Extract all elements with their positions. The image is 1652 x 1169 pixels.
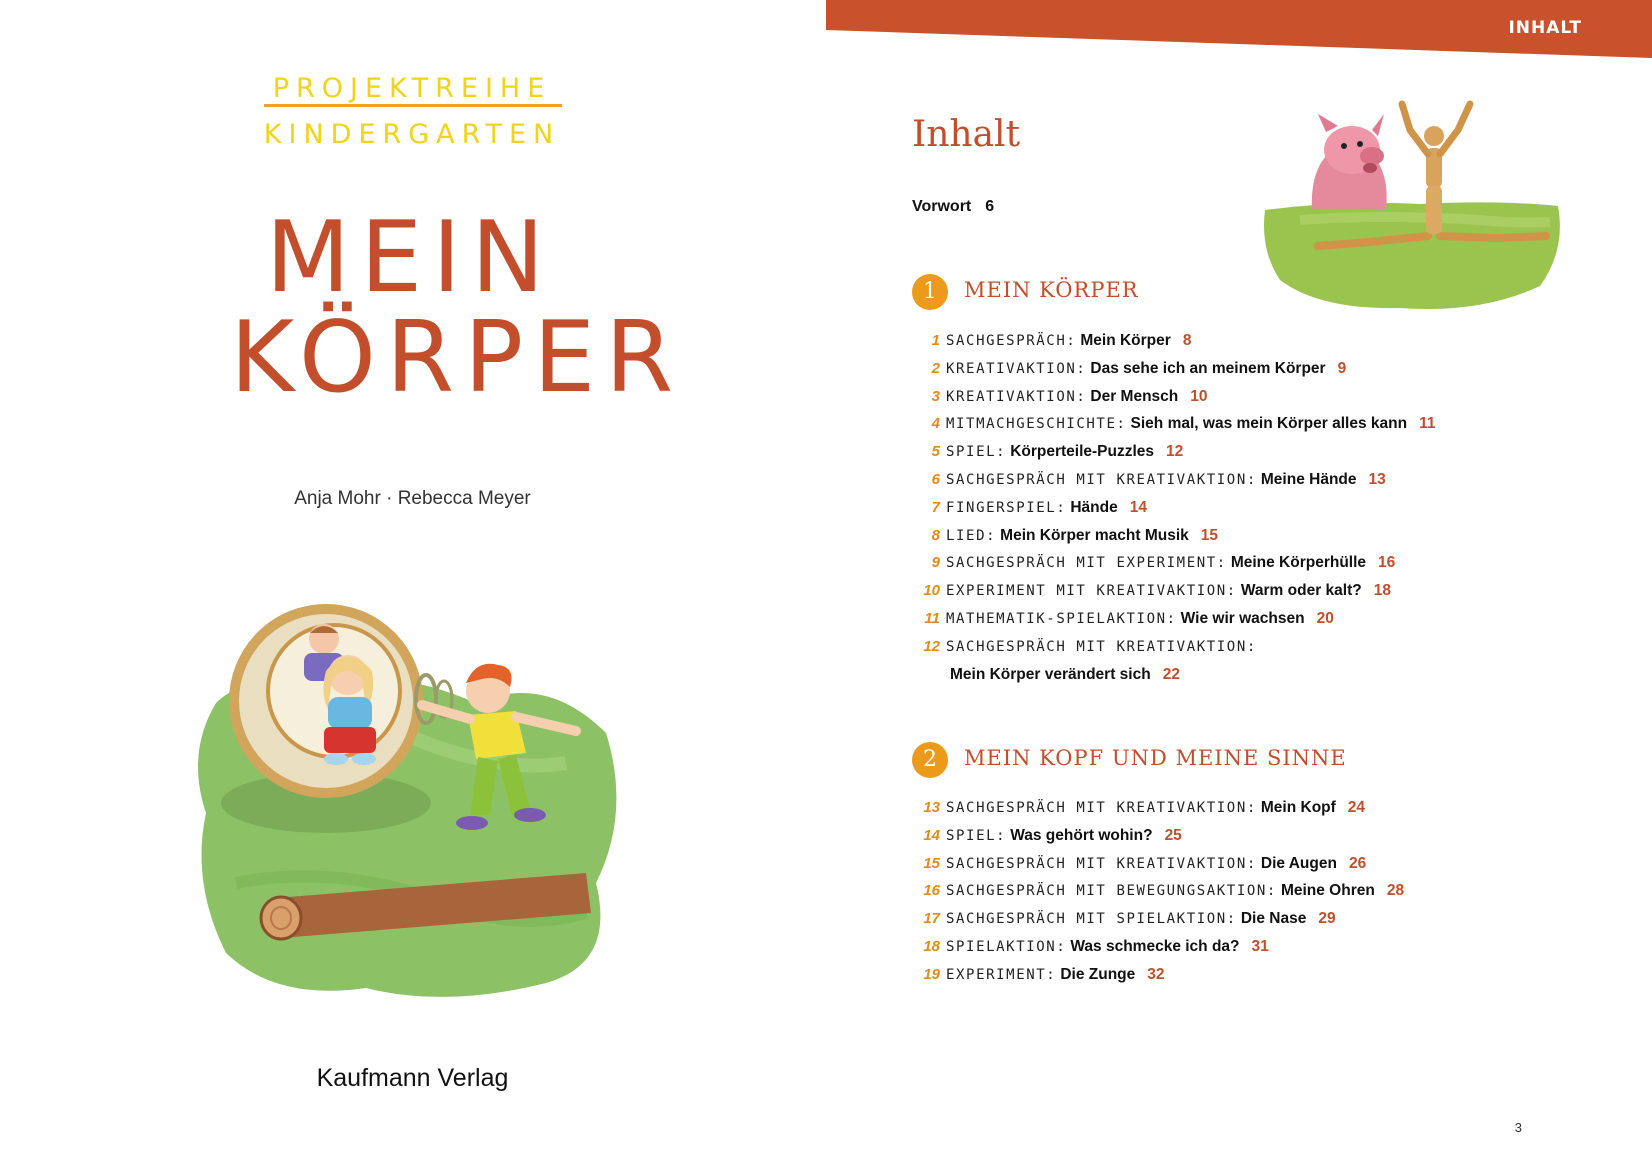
entry-page: 13 — [1368, 470, 1386, 488]
entry-kind: SPIEL: — [946, 444, 1007, 461]
entry-number: 11 — [924, 609, 940, 627]
entry-page: 24 — [1347, 799, 1366, 816]
pig-and-wooden-mannequin-illustration — [1260, 100, 1570, 340]
toc-entry[interactable] — [912, 876, 1612, 904]
toc-entry[interactable] — [912, 960, 1612, 988]
entry-title: Was schmecke ich da? — [1070, 937, 1240, 955]
entry-title: Mein Körper — [1080, 332, 1171, 349]
entry-kind: KREATIVAKTION: — [946, 360, 1087, 377]
foreword-label: Vorwort — [912, 198, 972, 215]
entry-kind: KREATIVAKTION: — [946, 388, 1087, 405]
toc-entry[interactable] — [912, 493, 1612, 521]
authors: Anja Mohr · Rebecca Meyer — [294, 488, 531, 509]
foreword-entry[interactable] — [912, 198, 994, 216]
cover-title-line-2: KÖRPER — [230, 301, 684, 415]
toc-entry[interactable] — [912, 354, 1612, 382]
entry-title: Mein Körper verändert sich — [950, 665, 1151, 683]
entry-page: 26 — [1348, 854, 1367, 872]
entry-number: 5 — [931, 443, 940, 461]
entry-page: 10 — [1190, 387, 1208, 405]
entry-title: Meine Körperhülle — [1230, 554, 1367, 572]
toc-entry[interactable] — [912, 326, 1612, 354]
entry-number: 4 — [931, 415, 940, 433]
entry-title: Die Zunge — [1060, 965, 1136, 983]
section-2-title: MEIN KOPF UND MEINE SINNE — [964, 746, 1347, 770]
entry-kind: SACHGESPRÄCH: — [946, 333, 1077, 349]
entry-page: 32 — [1147, 965, 1165, 983]
entry-page: 11 — [1419, 415, 1436, 433]
entry-page: 28 — [1386, 882, 1405, 900]
entry-page: 31 — [1251, 937, 1269, 955]
entry-title: Die Nase — [1240, 910, 1307, 928]
entry-title: Körperteile-Puzzles — [1010, 443, 1155, 461]
entry-number: 15 — [923, 854, 940, 872]
section-1-number-badge: 1 — [912, 274, 948, 310]
entry-kind: SPIEL: — [946, 827, 1007, 844]
toc-entry[interactable] — [912, 521, 1612, 549]
entry-page: 9 — [1337, 359, 1347, 377]
entry-number: 12 — [923, 637, 940, 655]
toc-entry[interactable] — [912, 576, 1612, 604]
entry-page: 14 — [1129, 498, 1147, 516]
entry-number: 9 — [931, 554, 940, 572]
entry-page: 20 — [1316, 609, 1334, 627]
toc-entry[interactable] — [912, 632, 1612, 660]
publisher: Kaufmann Verlag — [316, 1064, 509, 1092]
section-2-number-badge: 2 — [912, 742, 948, 778]
series-line-1: PROJEKTREIHE — [272, 73, 552, 104]
children-playing-tube-illustration — [186, 583, 636, 1013]
section-2-entries — [912, 793, 1612, 988]
toc-entry[interactable] — [912, 382, 1612, 410]
entry-number: 7 — [931, 498, 940, 516]
entry-number: 17 — [923, 910, 940, 928]
entry-page: 29 — [1318, 910, 1336, 928]
entry-kind: MATHEMATIK-SPIELAKTION: — [946, 610, 1177, 627]
entry-kind: EXPERIMENT: — [946, 966, 1057, 983]
toc-entry-continuation[interactable] — [912, 660, 1612, 688]
entry-title: Meine Ohren — [1280, 882, 1375, 900]
entry-number: 10 — [923, 582, 940, 600]
toc-entry[interactable] — [912, 932, 1612, 960]
toc-entry[interactable] — [912, 604, 1612, 632]
entry-kind: FINGERSPIEL: — [946, 499, 1067, 516]
entry-number: 19 — [923, 965, 940, 983]
entry-title: Warm oder kalt? — [1240, 582, 1362, 600]
foreword-page: 6 — [985, 198, 995, 215]
entry-kind: SACHGESPRÄCH MIT KREATIVAKTION: — [946, 855, 1257, 872]
section-1-entries — [912, 326, 1612, 687]
entry-title: Mein Körper macht Musik — [1000, 526, 1189, 544]
toc-entry[interactable] — [912, 465, 1612, 493]
entry-number: 14 — [923, 826, 940, 844]
entry-title: Das sehe ich an meinem Körper — [1090, 359, 1326, 377]
entry-page: 12 — [1166, 443, 1184, 461]
toc-heading: Inhalt — [912, 114, 1021, 155]
toc-entry[interactable] — [912, 409, 1612, 437]
entry-kind: LIED: — [946, 527, 997, 544]
series-rule — [264, 104, 562, 107]
entry-kind: MITMACHGESCHICHTE: — [946, 416, 1127, 433]
entry-number: 6 — [931, 470, 940, 488]
entry-kind: EXPERIMENT MIT KREATIVAKTION: — [946, 583, 1237, 600]
entry-number: 13 — [923, 799, 940, 816]
entry-page: 18 — [1373, 582, 1391, 600]
entry-kind: SACHGESPRÄCH MIT EXPERIMENT: — [946, 555, 1227, 572]
toc-entry[interactable] — [912, 793, 1612, 821]
cover-title-line-1: MEIN — [265, 201, 555, 315]
entry-kind: SACHGESPRÄCH MIT KREATIVAKTION: — [946, 800, 1257, 816]
entry-title: Wie wir wachsen — [1180, 609, 1305, 627]
entry-number: 18 — [923, 937, 940, 955]
entry-number: 2 — [931, 359, 940, 377]
entry-page: 22 — [1162, 665, 1180, 683]
page-number: 3 — [1514, 1120, 1522, 1135]
entry-page: 25 — [1164, 826, 1182, 844]
entry-title: Mein Kopf — [1260, 799, 1336, 816]
toc-entry[interactable] — [912, 437, 1612, 465]
toc-entry[interactable] — [912, 548, 1612, 576]
entry-title: Was gehört wohin? — [1010, 826, 1153, 844]
entry-number: 3 — [931, 387, 940, 405]
contents-page — [826, 0, 1652, 1169]
entry-title: Meine Hände — [1260, 470, 1357, 488]
entry-kind: SPIELAKTION: — [946, 938, 1067, 955]
entry-number: 1 — [931, 332, 940, 349]
series-name — [262, 66, 562, 158]
entry-title: Hände — [1070, 498, 1118, 516]
entry-kind: SACHGESPRÄCH MIT SPIELAKTION: — [946, 911, 1237, 928]
entry-page: 15 — [1200, 526, 1219, 544]
entry-title: Die Augen — [1260, 854, 1337, 872]
entry-title: Sieh mal, was mein Körper alles kann — [1130, 415, 1408, 433]
entry-kind: SACHGESPRÄCH MIT KREATIVAKTION: — [946, 638, 1257, 655]
entry-title: Der Mensch — [1090, 387, 1179, 405]
entry-kind: SACHGESPRÄCH MIT KREATIVAKTION: — [946, 471, 1257, 488]
cover-title — [230, 201, 684, 415]
toc-entry[interactable] — [912, 849, 1612, 877]
series-line-2: KINDERGARTEN — [263, 119, 561, 150]
entry-number: 8 — [931, 526, 940, 544]
running-header: INHALT — [1508, 18, 1582, 38]
section-1-title: MEIN KÖRPER — [964, 278, 1139, 302]
entry-page: 16 — [1378, 554, 1396, 572]
toc-entry[interactable] — [912, 821, 1612, 849]
entry-kind: SACHGESPRÄCH MIT BEWEGUNGSAKTION: — [946, 883, 1277, 900]
entry-page: 8 — [1182, 332, 1192, 349]
toc-entry[interactable] — [912, 904, 1612, 932]
entry-number: 16 — [923, 882, 940, 900]
